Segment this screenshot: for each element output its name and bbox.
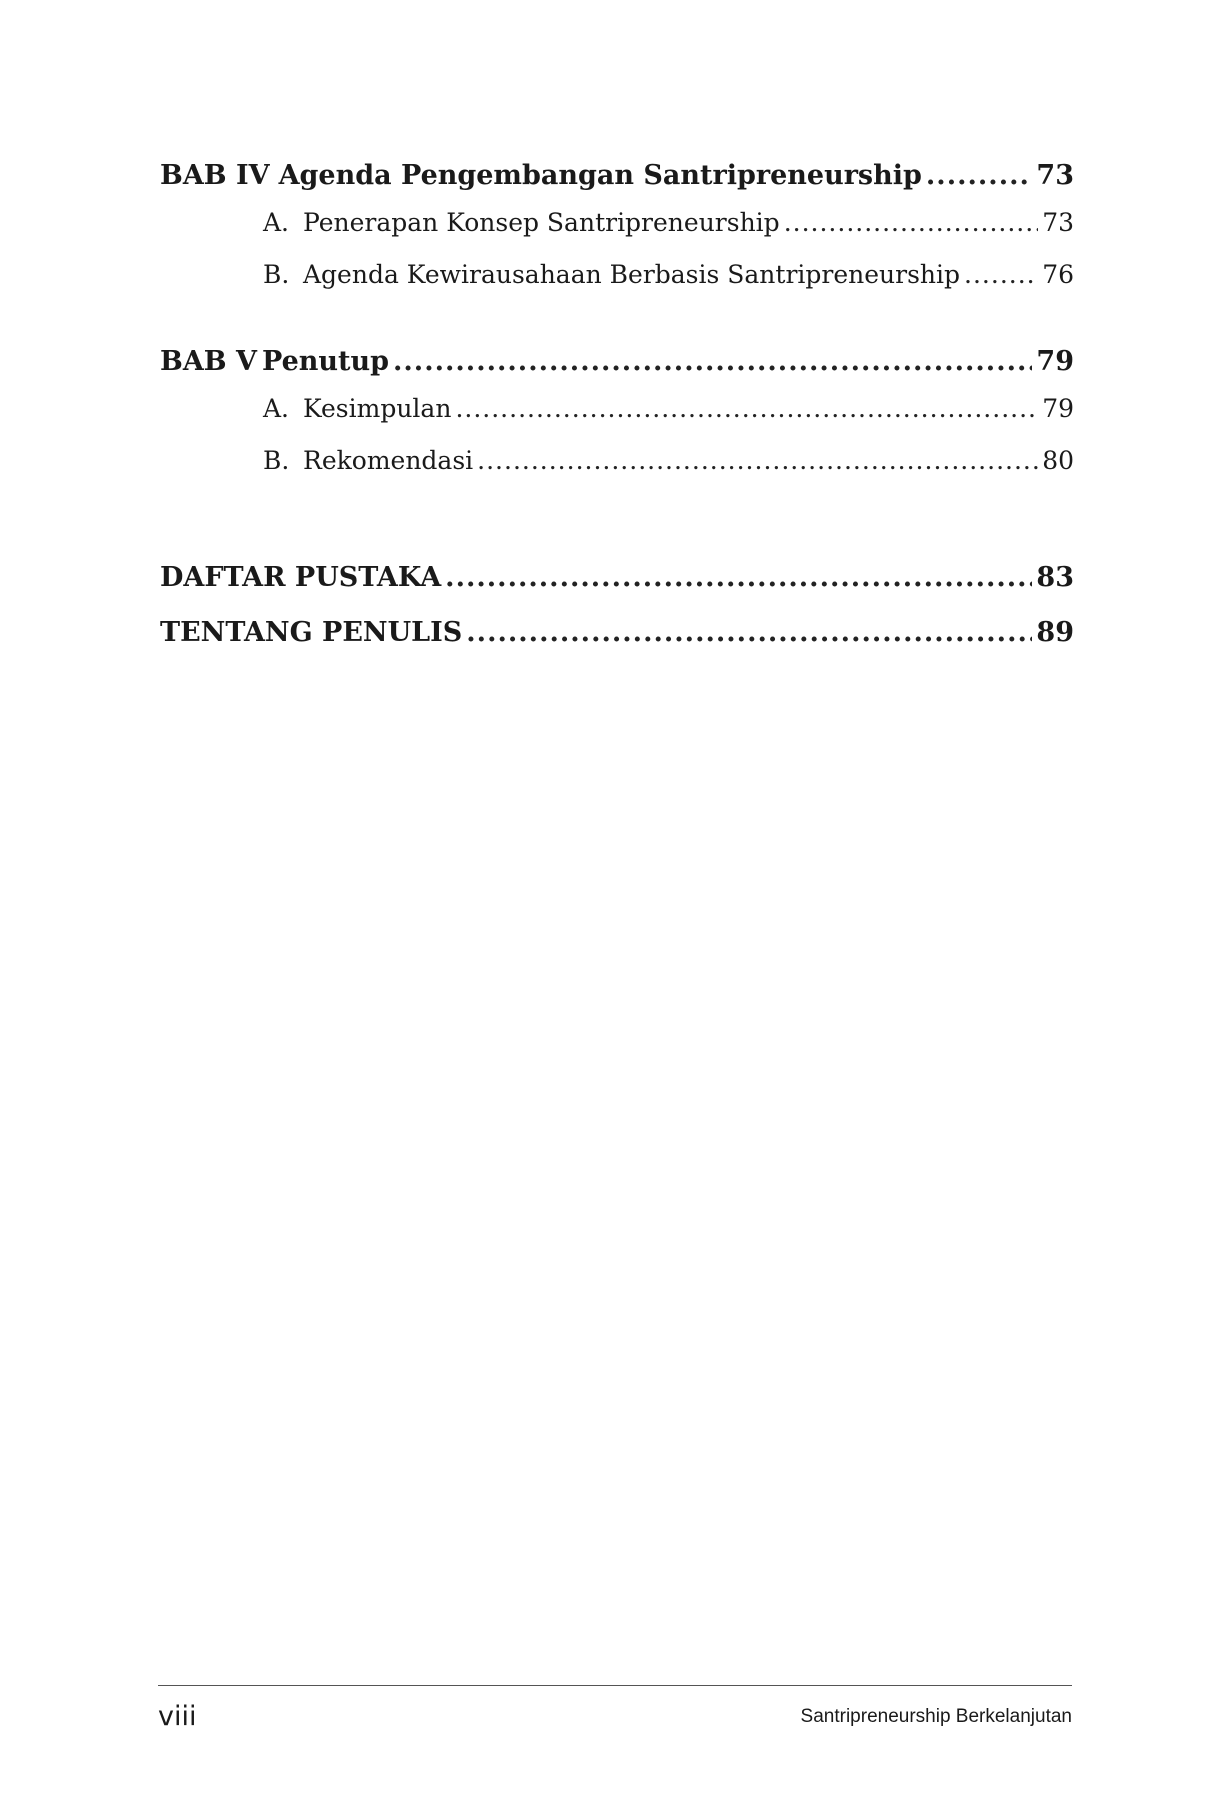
dot-leader [466,605,1032,660]
dot-leader [964,249,1038,301]
toc-chapter-4-label [160,155,922,197]
toc-section-label [263,383,451,435]
toc-section-4a[interactable] [160,197,1074,249]
toc-chapter-4[interactable] [160,155,1074,197]
footer-book-title: Santripreneurship Berkelanjutan [800,1706,1072,1727]
spacer [160,301,1074,341]
footer-divider [158,1685,1072,1686]
page-number: 89 [1036,617,1074,648]
chapter-title: Agenda Pengembangan Santripreneurship [278,160,922,191]
toc-section-5a[interactable] [160,383,1074,435]
section-letter: B. [263,446,290,475]
page-number: 79 [1042,394,1074,423]
dot-leader [455,383,1038,435]
footer-page-number: viii [158,1701,197,1732]
section-title: Penerapan Konsep Santripreneurship [303,208,780,237]
toc-daftar-pustaka[interactable] [160,550,1074,605]
page-number: 80 [1042,446,1074,475]
section-title: Rekomendasi [303,446,474,475]
table-of-contents [160,155,1074,660]
section-letter: B. [263,260,290,289]
toc-section-5b[interactable] [160,435,1074,487]
page-number: 73 [1042,208,1074,237]
page-number: 76 [1042,260,1074,289]
chapter-number: BAB V [160,346,257,377]
spacer [160,487,1074,550]
dot-leader [393,341,1032,383]
toc-chapter-5-label [160,341,389,383]
dot-leader [477,435,1038,487]
page-number: 79 [1036,346,1074,377]
page-number: 83 [1036,562,1074,593]
section-letter: A. [263,394,290,423]
toc-tentang-penulis[interactable] [160,605,1074,660]
toc-section-label [263,249,960,301]
dot-leader [784,197,1039,249]
back-matter-title: TENTANG PENULIS [160,617,463,648]
section-letter: A. [263,208,290,237]
dot-leader [445,550,1032,605]
toc-section-4b[interactable] [160,249,1074,301]
back-matter-title: DAFTAR PUSTAKA [160,562,442,593]
toc-chapter-5[interactable] [160,341,1074,383]
section-title: Kesimpulan [303,394,452,423]
section-title: Agenda Kewirausahaan Berbasis Santripreneurship [303,260,961,289]
chapter-number: BAB IV [160,160,270,191]
toc-section-label [263,197,780,249]
dot-leader [926,155,1033,197]
toc-section-label [263,435,473,487]
page-number: 73 [1036,160,1074,191]
chapter-title: Penutup [262,346,389,377]
